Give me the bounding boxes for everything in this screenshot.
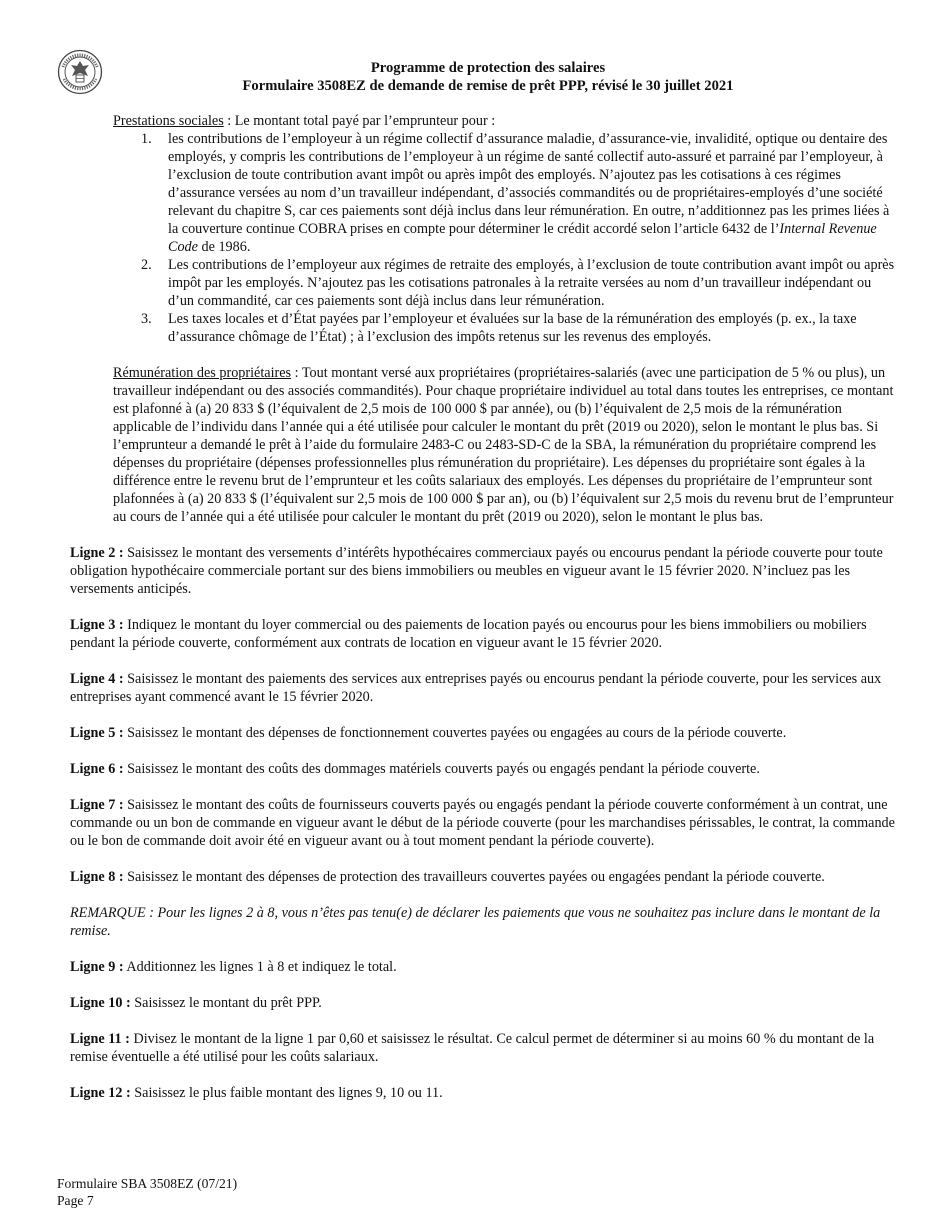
line-text: Additionnez les lignes 1 à 8 et indiquez le total. — [123, 959, 397, 975]
page-footer — [57, 1175, 237, 1209]
line-4-instruction — [70, 670, 896, 706]
footer-page-number: Page 7 — [57, 1193, 94, 1208]
line-text: Indiquez le montant du loyer commercial ou des paiements de location payés ou encourus pour les biens immobiliers ou mobiliers pendant la période couverte, conformément aux contrats de location en vigueur avant le 15 février 2020. — [70, 617, 867, 651]
prestations-label: Prestations sociales — [113, 113, 224, 129]
line-text: Saisissez le montant des versements d’intérêts hypothécaires commerciaux payés ou encourus pendant la période couverte pour toute obligation hypothécaire commerciale portant sur des biens immobiliers ou meubles en vigueur avant le 15 février 2020. N’incluez pas les versements anticipés. — [70, 545, 883, 597]
document-body — [70, 112, 896, 1102]
list-item — [113, 310, 896, 346]
prestations-list — [113, 130, 896, 346]
line-text: Saisissez le montant des dépenses de fonctionnement couvertes payées ou engagées au cours de la période couverte. — [123, 725, 787, 741]
list-item-text: Les taxes locales et d’État payées par l’employeur et évaluées sur la base de la rémunération des employés (p. ex., la taxe d’assurance chômage de l’État) ; à l’exclusion des impôts retenus sur les revenus des employés. — [168, 311, 857, 345]
line-9-instruction — [70, 958, 896, 976]
prestations-intro-text: : Le montant total payé par l’emprunteur pour : — [223, 113, 496, 129]
line-label: Ligne 8 : — [70, 869, 124, 885]
line-label: Ligne 12 : — [70, 1085, 131, 1101]
prestations-section — [70, 112, 896, 346]
list-item — [113, 256, 896, 310]
prestations-intro — [113, 112, 896, 130]
line-5-instruction — [70, 724, 896, 742]
line-text: Saisissez le montant des dépenses de protection des travailleurs couvertes payées ou engagées pendant la période couverte. — [123, 869, 825, 885]
list-item-number: 3. — [141, 311, 152, 327]
footer-form-id: Formulaire SBA 3508EZ (07/21) — [57, 1176, 238, 1191]
list-item — [113, 130, 896, 256]
line-text: Saisissez le montant du prêt PPP. — [130, 995, 322, 1011]
line-7-instruction — [70, 796, 896, 850]
line-text: Saisissez le montant des coûts de fournisseurs couverts payés ou engagés pendant la période couverte conformément à un contrat, une commande ou un bon de commande en vigueur avant le début de la période couverte (pour les marchandises périssables, le contrat, la commande ou le bon de commande doit avoir été en vigueur avant ou à tout moment pendant la période couverte). — [70, 797, 895, 849]
line-8-instruction — [70, 868, 896, 886]
line-label: Ligne 3 : — [70, 617, 124, 633]
line-11-instruction — [70, 1030, 896, 1066]
line-text: Saisissez le plus faible montant des lignes 9, 10 ou 11. — [130, 1085, 443, 1101]
remuneration-paragraph — [70, 364, 896, 526]
remarque-note: REMARQUE : Pour les lignes 2 à 8, vous n’êtes pas tenu(e) de déclarer les paiements que vous ne souhaitez pas inclure dans le montant de la remise. — [70, 905, 881, 939]
line-label: Ligne 5 : — [70, 725, 124, 741]
line-label: Ligne 9 : — [70, 959, 124, 975]
document-subtitle: Formulaire 3508EZ de demande de remise de prêt PPP, révisé le 30 juillet 2021 — [242, 78, 734, 94]
line-text: Saisissez le montant des coûts des dommages matériels couverts payés ou engagés pendant la période couverte. — [123, 761, 760, 777]
line-label: Ligne 2 : — [70, 545, 124, 561]
list-item-number: 1. — [141, 131, 152, 147]
list-item-text: Les contributions de l’employeur aux régimes de retraite des employés, à l’exclusion de toute contribution avant impôt ou après impôt par les employés. N’ajoutez pas les cotisations patronales à la retraite versées au nom d’un travailleur indépendant ou d’un commandité, car ces paiements sont déjà inclus dans leur rémunération. — [168, 257, 895, 309]
list-item-text: les contributions de l’employeur à un régime collectif d’assurance maladie, d’assurance-vie, invalidité, optique ou dentaire des employés, y compris les contributions de l’employeur à un régime de santé collectif auto-assuré et parrainé par l’employeur, à l’exclusion de toute contribution avant impôt ou après impôt des employés. N’ajoutez pas les cotisations à ces régimes d’assurance versées au nom d’un travailleur indépendant, d’associés commandités ou de propriétaires-employés d’une société relevant du chapitre S, car ces paiements sont déjà inclus dans leur rémunération. En outre, n’additionnez pas les primes liées à la couverture continue COBRA prises en compte pour déterminer le crédit accordé selon l’article 6432 de l’ — [168, 131, 890, 237]
line-6-instruction — [70, 760, 896, 778]
line-text: Saisissez le montant des paiements des services aux entreprises payés ou encourus pendant la période couverte, pour les services aux entreprises ayant commencé avant le 15 février 2020. — [70, 671, 882, 705]
line-label: Ligne 10 : — [70, 995, 131, 1011]
remuneration-text: : Tout montant versé aux propriétaires (propriétaires-salariés (avec une participation de 5 % ou plus), un travailleur indépendant ou des associés commandités). Pour chaque propriétaire individuel au total dans toutes les entreprises, ce montant est plafonné à (a) 20 833 $ (l’équivalent de 2,5 mois de 100 000 $ par année), ou (b) l’équivalent de 2,5 mois de la rémunération applicable de l’individu dans l’année qui a été utilisée pour calculer le montant du prêt (2019 ou 2020), selon le montant le plus bas. Si l’emprunteur a demandé le prêt à l’aide du formulaire 2483-C ou 2483-SD-C de la SBA, la rémunération du propriétaire comprend les dépenses du propriétaire (dépenses professionnelles plus rémunération du propriétaire). Les dépenses du propriétaire sont égales à la différence entre le revenu brut de l’emprunteur et les coûts salariaux des employés. Les dépenses du propriétaire de l’emprunteur sont plafonnées à (a) 20 833 $ (l’équivalent sur 2,5 mois de 100 000 $ par an), ou (b) l’équivalent sur 2,5 mois du revenu brut de l’emprunteur au cours de l’année qui a été utilisée pour calculer le montant du prêt (2019 ou 2020), selon le montant le plus bas. — [113, 365, 894, 525]
line-label: Ligne 11 : — [70, 1031, 130, 1047]
remuneration-label: Rémunération des propriétaires — [113, 365, 292, 381]
line-12-instruction — [70, 1084, 896, 1102]
list-item-number: 2. — [141, 257, 152, 273]
line-label: Ligne 7 : — [70, 797, 124, 813]
document-title: Programme de protection des salaires — [370, 60, 606, 76]
line-2-instruction — [70, 544, 896, 598]
list-item-text-end: de 1986. — [197, 239, 251, 255]
document-header — [0, 59, 950, 95]
line-text: Divisez le montant de la ligne 1 par 0,60 et saisissez le résultat. Ce calcul permet de déterminer si au moins 60 % du montant de la remise éventuelle a été utilisé pour les coûts salariaux. — [70, 1031, 875, 1065]
line-10-instruction — [70, 994, 896, 1012]
line-label: Ligne 4 : — [70, 671, 124, 687]
list-item-italic: Internal Revenue Code — [168, 221, 877, 255]
line-3-instruction — [70, 616, 896, 652]
line-label: Ligne 6 : — [70, 761, 124, 777]
